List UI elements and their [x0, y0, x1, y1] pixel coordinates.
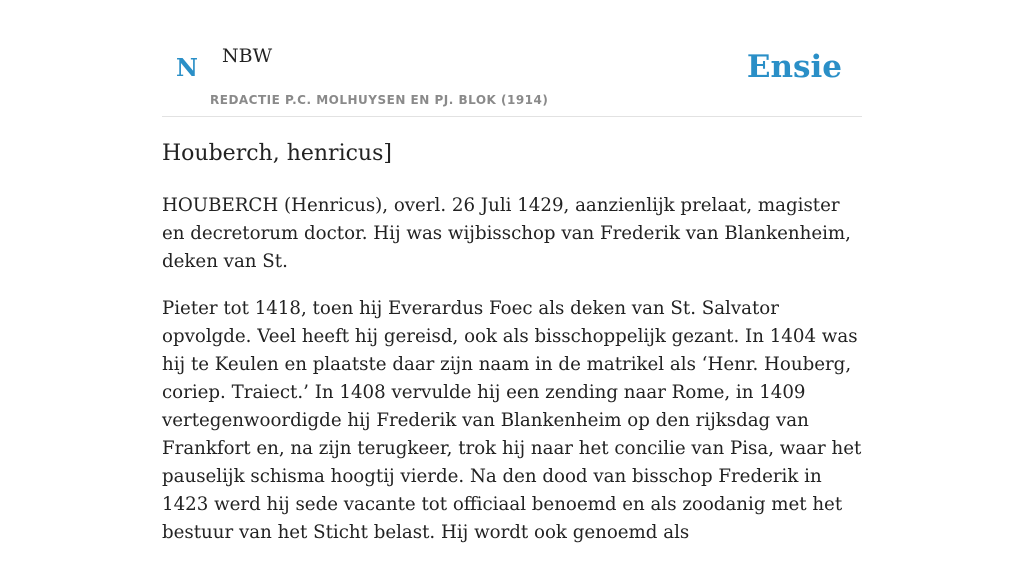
page-header	[162, 0, 862, 117]
article-paragraph: Pieter tot 1418, toen hij Everardus Foec als deken van St. Salvator opvolgde. Veel heeft hij gereisd, ook als bisschoppelijk gezant. In 1404 was hij te Keulen en plaatste daar zijn naam in de matrikel als ‘Henr. Houberg, coriep. Traiect.’ In 1408 vervulde hij een zending naar Rome, in 1409 vertegenwoordigde hij Frederik van Blankenheim op den rijksdag van Frankfort en, na zijn terugkeer, trok hij naar het concilie van Pisa, waar het pauselijk schisma hoogtij vierde. Na den dood van bisschop Frederik in 1423 werd hij sede vacante tot officiaal benoemd en als zoodanig met het bestuur van het Sticht belast. Hij wordt ook genoemd als	[162, 298, 862, 543]
page-title: Houberch, henricus]	[162, 141, 392, 166]
page	[162, 0, 862, 543]
article-body	[162, 192, 862, 566]
article-paragraph: HOUBERCH (Henricus), overl. 26 Juli 1429, aanzienlijk prelaat, magister en decretorum doctor. Hij was wijbisschop van Frederik van Blankenheim, deken van St.	[162, 195, 851, 272]
source-meta: REDACTIE P.C. MOLHUYSEN EN PJ. BLOK (1914)	[210, 93, 549, 107]
brand-logo-link[interactable]: Ensie	[746, 49, 842, 85]
source-name[interactable]: NBW	[222, 45, 273, 67]
source-logo-icon: N	[176, 53, 198, 82]
